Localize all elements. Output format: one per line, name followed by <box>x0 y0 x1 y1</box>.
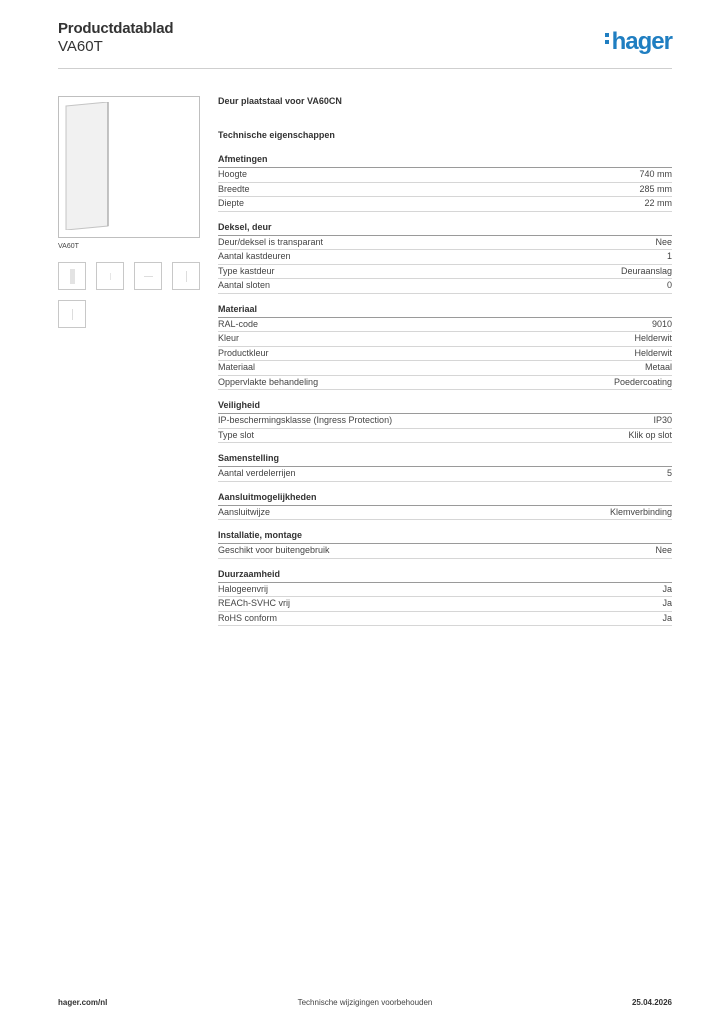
spec-row <box>218 279 672 294</box>
spec-value: 740 mm <box>639 169 672 179</box>
spec-value: Deuraanslag <box>620 265 672 276</box>
spec-row <box>218 612 672 627</box>
footer-website[interactable]: hager.com/nl <box>58 998 108 1007</box>
spec-label: Type slot <box>218 429 255 440</box>
spec-value: Helderwit <box>634 347 672 358</box>
thumbnail-5[interactable] <box>58 300 86 328</box>
spec-section <box>218 492 672 521</box>
section-title: Afmetingen <box>218 154 672 168</box>
technical-properties-title: Technische eigenschappen <box>218 130 335 140</box>
spec-value: 5 <box>666 468 672 478</box>
document-title: Productdatablad <box>58 20 174 37</box>
spec-section <box>218 400 672 443</box>
spec-label: Geschikt voor buitengebruik <box>218 545 330 555</box>
product-description: Deur plaatstaal voor VA60CN <box>218 96 342 106</box>
spec-section <box>218 569 672 627</box>
logo-text: hager <box>611 28 672 55</box>
spec-label: Aansluitwijze <box>218 506 271 517</box>
spec-label: Aantal verdelerrijen <box>218 468 296 478</box>
section-title: Deksel, deur <box>218 222 672 236</box>
spec-label: Hoogte <box>218 169 248 179</box>
header-divider <box>58 68 672 69</box>
spec-label: Aantal kastdeuren <box>218 251 291 261</box>
spec-row <box>218 265 672 280</box>
logo-dots-icon <box>605 30 610 47</box>
page-header <box>58 20 672 70</box>
spec-row <box>218 318 672 333</box>
spec-row <box>218 361 672 376</box>
page-footer <box>58 998 672 1010</box>
spec-value: Poedercoating <box>613 376 672 387</box>
spec-value: Nee <box>655 236 672 247</box>
spec-label: REACh-SVHC vrij <box>218 598 291 608</box>
section-title: Duurzaamheid <box>218 569 672 583</box>
hager-logo <box>605 28 672 56</box>
spec-value: 0 <box>666 280 672 290</box>
spec-value: 9010 <box>651 318 672 329</box>
spec-label: Aantal sloten <box>218 280 271 290</box>
spec-row <box>218 597 672 612</box>
product-code: VA60T <box>58 38 103 55</box>
spec-row <box>218 250 672 265</box>
spec-section <box>218 304 672 391</box>
thumbnail-1[interactable] <box>58 262 86 290</box>
spec-value: IP30 <box>653 415 672 425</box>
spec-value: 22 mm <box>644 198 672 208</box>
spec-label: Diepte <box>218 198 245 208</box>
spec-label: IP-beschermingsklasse (Ingress Protection) <box>218 415 393 425</box>
spec-label: Productkleur <box>218 347 269 358</box>
spec-row <box>218 544 672 559</box>
spec-value: Klemverbinding <box>609 506 672 517</box>
footer-disclaimer: Technische wijzigingen voorbehouden <box>297 998 433 1007</box>
spec-row <box>218 583 672 598</box>
spec-section <box>218 453 672 482</box>
spec-section <box>218 530 672 559</box>
door-panel-icon <box>64 102 110 230</box>
spec-value: Metaal <box>644 362 672 372</box>
spec-row <box>218 467 672 482</box>
spec-value: Nee <box>655 545 672 555</box>
spec-value: Ja <box>662 598 672 608</box>
thumbnail-3[interactable] <box>134 262 162 290</box>
footer-date: 25.04.2026 <box>631 998 672 1007</box>
spec-label: Halogeenvrij <box>218 583 269 594</box>
section-title: Samenstelling <box>218 453 672 467</box>
thumbnail-2[interactable] <box>96 262 124 290</box>
spec-value: Klik op slot <box>628 429 672 440</box>
technical-content <box>218 96 672 626</box>
spec-label: Materiaal <box>218 362 256 372</box>
spec-value: Ja <box>662 583 672 594</box>
spec-label: Breedte <box>218 183 250 194</box>
spec-row <box>218 236 672 251</box>
spec-label: Kleur <box>218 333 240 343</box>
section-title: Veiligheid <box>218 400 672 414</box>
spec-row <box>218 414 672 429</box>
thumbnail-4[interactable] <box>172 262 200 290</box>
image-caption: VA60T <box>58 243 79 250</box>
spec-label: Deur/deksel is transparant <box>218 236 324 247</box>
spec-label: Type kastdeur <box>218 265 275 276</box>
spec-row <box>218 332 672 347</box>
spec-row <box>218 183 672 198</box>
spec-section <box>218 222 672 294</box>
spec-sections <box>218 154 672 626</box>
spec-label: RAL-code <box>218 318 259 329</box>
spec-value: 285 mm <box>639 183 672 194</box>
product-image <box>58 96 200 238</box>
spec-section <box>218 154 672 212</box>
section-title: Aansluitmogelijkheden <box>218 492 672 506</box>
spec-label: RoHS conform <box>218 612 278 623</box>
spec-value: Helderwit <box>634 333 672 343</box>
spec-row <box>218 168 672 183</box>
spec-row <box>218 347 672 362</box>
spec-row <box>218 429 672 444</box>
section-title: Installatie, montage <box>218 530 672 544</box>
section-title: Materiaal <box>218 304 672 318</box>
spec-row <box>218 376 672 391</box>
spec-value: Ja <box>662 612 672 623</box>
spec-label: Oppervlakte behandeling <box>218 376 319 387</box>
spec-row <box>218 506 672 521</box>
spec-row <box>218 197 672 212</box>
spec-value: 1 <box>666 251 672 261</box>
